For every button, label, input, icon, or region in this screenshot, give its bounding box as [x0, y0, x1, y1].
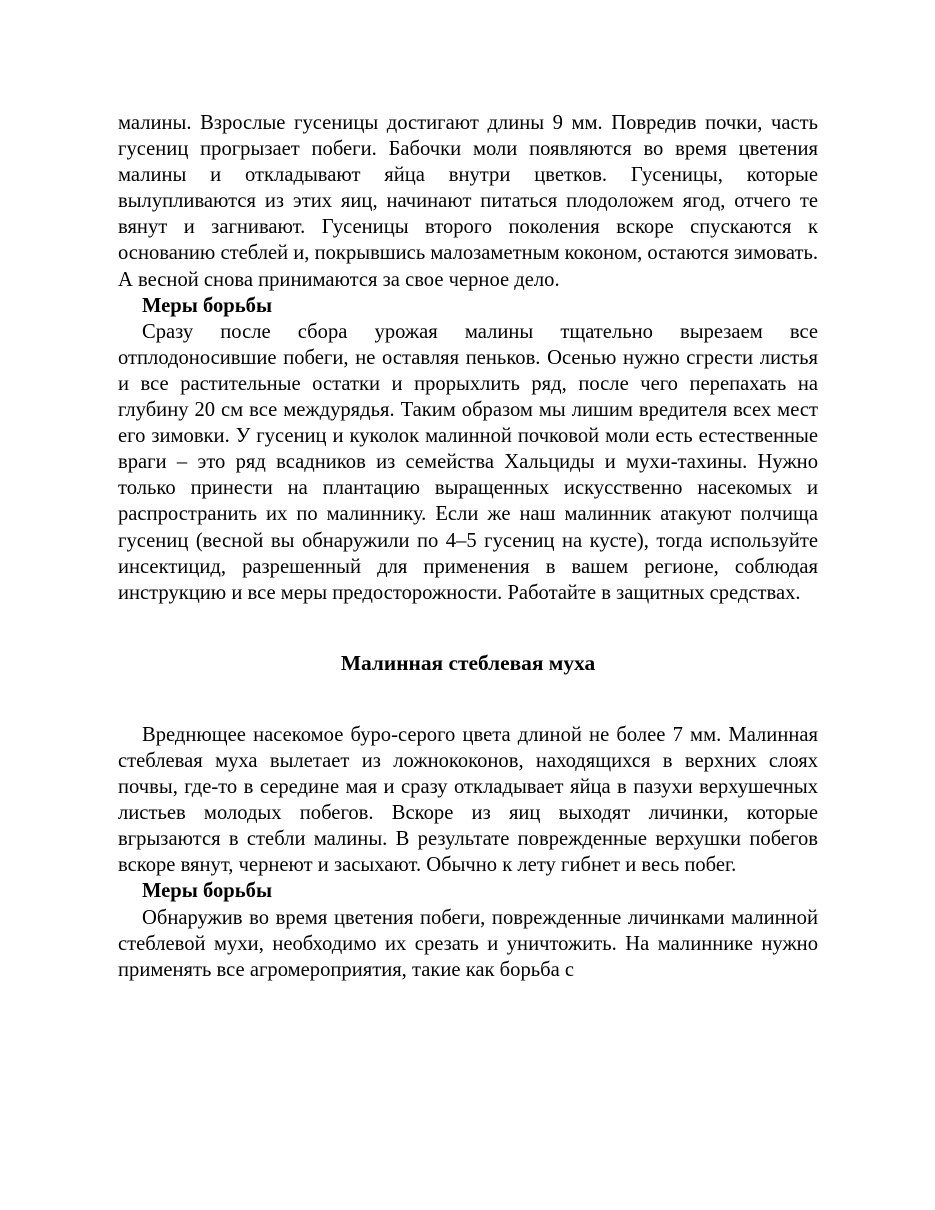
measures-heading-1: Меры борьбы: [142, 294, 273, 317]
measures-heading-2: Меры борьбы: [142, 880, 273, 903]
paragraph-continuation: малины. Взрослые гусеницы достигают длины 9 мм. Повредив почки, часть гусениц прогрызает побеги. Бабочки моли появляются во время цветения малины и откладывают яйца внутри цветков. Гусеницы, которые вылупливаются из этих яиц, начинают питаться плодоложем ягод, отчего те вянут и загнивают. Гусеницы второго поколения вскоре спускаются к основанию стеблей и, покрывшись малозаметным коконом, остаются зимовать. А весной снова принимаются за свое черное дело.: [118, 112, 818, 291]
paragraph-description: Вреднющее насекомое буро-серого цвета длиной не более 7 мм. Малинная стеблевая муха вылетает из ложнококонов, находящихся в верхних слоях почвы, где-то в середине мая и сразу откладывает яйца в пазухи верхушечных листьев молодых побегов. Вскоре из яиц выходят личинки, которые вгрызаются в стебли малины. В результате поврежденные верхушки побегов вскоре вянут, чернеют и засыхают. Обычно к лету гибнет и весь побег.: [118, 723, 818, 877]
paragraph-measures-2: Обнаружив во время цветения побеги, поврежденные личинками малинной стеблевой мухи, необходимо их срезать и уничтожить. На малиннике нужно применять все агромероприятия, такие как борьба с: [118, 906, 818, 981]
spacer: [118, 606, 818, 650]
section-title: Малинная стеблевая муха: [340, 650, 596, 675]
paragraph-measures-1: Сразу после сбора урожая малины тщательно вырезаем все отплодоносившие побеги, не оставляя пеньков. Осенью нужно сгрести листья и все растительные остатки и прорыхлить ряд, после чего перепахать на глубину 20 см все междурядья. Таким образом мы лишим вредителя всех мест его зимовки. У гусениц и куколок малинной почковой моли есть естественные враги – это ряд всадников из семейства Хальциды и мухи-тахины. Нужно только принести на плантацию выращенных искусственно насекомых и распространить их по малиннику. Если же наш малинник атакуют полчища гусениц (весной вы обнаружили по 4–5 гусениц на кусте), тогда используйте инсектицид, разрешенный для применения в вашем регионе, соблюдая инструкцию и все меры предосторожности. Работайте в защитных средствах.: [118, 320, 818, 604]
spacer: [118, 676, 818, 722]
document-page: [118, 110, 818, 983]
